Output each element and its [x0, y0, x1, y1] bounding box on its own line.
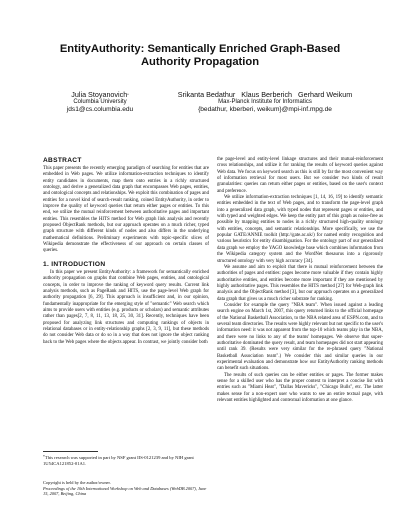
- copyright-line: Copyright is held by the author/owner.: [43, 480, 111, 485]
- footnote: *This research was supported in part by NSF grant IIS-0121239 and by NIH grant 1U54CA121852-01A1.: [43, 455, 194, 466]
- author-affiliation-right: Max-Planck Institute for Informatics: [218, 99, 312, 105]
- left-column: [43, 157, 209, 346]
- footnote-rule: [43, 451, 98, 452]
- paper-title-line-2: Authority Propagation: [140, 56, 260, 68]
- author-names-right: Srikanta Bedathur Klaus Berberich Gerhard Weikum: [177, 90, 353, 99]
- right-para-1: the page-level and entity-level linkage structures and their mutual-reinforcement cross relationships, and utilize it for ranking the results of keyword queries against Web data. We focus on keyword search as this is still by far the most convenient way of information retrieval for most users. But we consider two kinds of result granularities: queries can return either pages or entities, based on the user's context and preference.: [217, 157, 383, 194]
- author-block-left: [44, 91, 156, 114]
- proceedings-line: Proceedings of the 10th International Workshop on Web and Databases (WebDB 2007), June 15, 2007, Beijing, China: [43, 485, 207, 497]
- author-email-left: jds1@cs.columbia.edu: [66, 106, 134, 113]
- introduction-text: In this paper we present EntityAuthority: a framework for semantically enriched authority propagation on graphs that combine Web pages, entities, and ontological concepts, in order to improve the ranking of keyword query results. Current link analysis methods, such as PageRank and HITS, use the page-level Web graph for authority propagation [6, 29]. This approach is insufficient and, in our opinion, fundamentally inappropriate for the emerging style of "semantic" Web search which aims to provide users with entities (e.g. products or scholars) and semantic attributes rather than pages[2, 7, 8, 11, 13, 18, 25, 30, 31]. Recently, techniques have been proposed for analyzing link structures and computing rankings of objects in relational databases or in entity-relationship graphs [2, 3, 9, 11], but these methods do not consider Web data or do so in a way that does not ignore the object ranking back to the Web pages where the objects appear. In contrast, we jointly consider both: [43, 269, 209, 345]
- author-affiliation-left: Columbia University: [73, 99, 127, 105]
- paper-title-line-1: EntityAuthority: Semantically Enriched Graph-Based: [59, 43, 341, 55]
- author-email-right: {bedathur, kberberi, weikum}@mpi-inf.mpg.de: [198, 106, 332, 113]
- introduction-heading: 1. INTRODUCTION: [43, 260, 106, 268]
- author-block-right: [165, 91, 365, 114]
- copyright-notice: [43, 480, 209, 497]
- right-para-2: We utilize information-extraction techniques [1, 14, 16, 19] to identify semantic entities embedded in the text of Web pages, and to transform the page-level graph into a generalized data graph, with typed nodes that represent pages or entities, and with typed and weighted edges. We keep the entity part of this graph as noise-free as possible by mapping entities to nodes in a richly structured high-quality ontology with entities, concepts, and semantic relationships. More specifically, we use the popular GATE/ANNIE toolkit (http://gate.ac.uk/) for named entity recognition and various heuristics for entity disambiguation. For the ontology part of our generalized data graph we employ the YAGO knowledge base which combines information from the Wikipedia category system and the WordNet thesaurus into a rigorously structured ontology with very high accuracy [34].: [217, 195, 383, 264]
- abstract-heading: ABSTRACT: [43, 157, 82, 164]
- abstract-text: This paper presents the recently emerging paradigm of searching for entities that are embedded in Web pages. We utilize information-extraction techniques to identify entity candidates in documents, map them onto entries in a richly structured ontology, and derive a generalized data graph that encompasses Web pages, entities, and ontological concepts and relationships. We exploit this combination of pages and entities for a novel kind of search-result ranking, coined EntityAuthority, in order to improve the quality of keyword queries that return either pages or entities. To this end, we utilize the mutual reinforcement between authoritative pages and important entities. This resembles the HITS method for Web graph link analysis and recently proposed ObjectRank methods, but our approach operates on a much richer, typed graph structure with different kinds of nodes and also differs in the underlying mathematical definitions. Preliminary experiments with topic-specific slices of Wikipedia demonstrate the effectiveness of our approach on certain classes of queries.: [43, 166, 209, 254]
- right-para-4: Consider for example the query "NBA team". When issued against a leading search engine on March 1st, 2007, this query returned links to the official homepage of the National Basketball Association, to the NBA related area of ESPN.com, and to several team directories. The results were highly relevant but not specific to the user's information need: it was not apparent from the top-10 which teams play in the NBA, and there were no links to any of the teams' homepages. We observe that super-authoritative dominated the query result, and team homepages did not start appearing until rank 39. (Results were very similar for the re-phrased query "National Basketball Association team".) We consider this and similar queries in our experimental evaluation and demonstrate how our EntityAuthority ranking methods can benefit such situations.: [217, 302, 383, 372]
- right-para-3: We assume and aim to exploit that there is mutual reinforcement between the authorities of pages and entities: pages become more valuable if they contain highly authoritative entities, and entities become more important if they are mentioned by highly authoritative pages. This resembles the HITS method [27] for Web-graph link analysis and the ObjectRank method [3], but our approach operates on a generalized data graph that gives us a much richer substrate for ranking.: [217, 264, 383, 302]
- right-para-5: The results of such queries can be either entities or pages. The former makes sense for a skilled user who has the proper context to interpret a concise list with entries such as "Miami Heat", "Dallas Mavericks", "Chicago Bulls", etc. The latter makes sense for a non-expert user who wants to see an entire textual page, with relevant entities highlighted and contextual information at one glance.: [217, 372, 383, 404]
- right-column: [217, 157, 383, 404]
- author-name-left: Julia Stoyanovich*: [71, 90, 129, 99]
